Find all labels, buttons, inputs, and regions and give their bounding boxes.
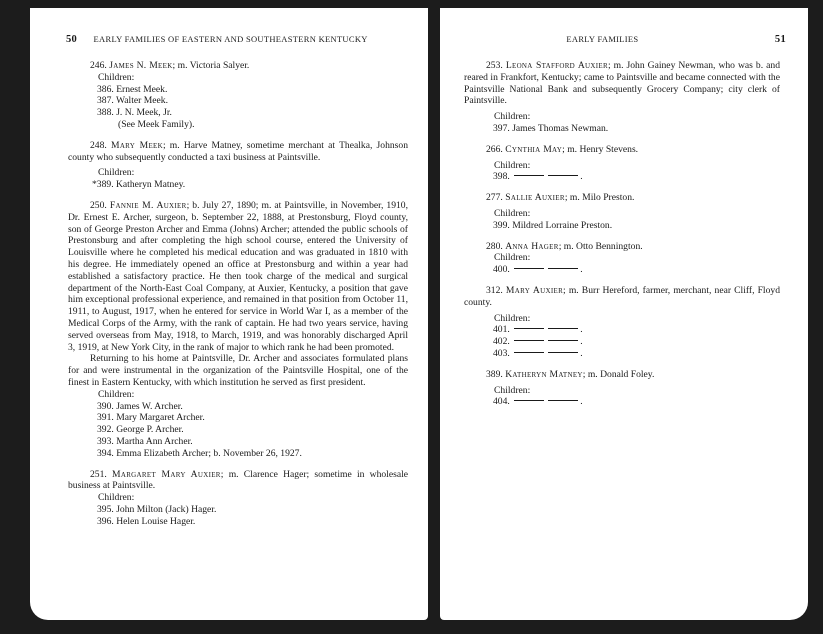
blank-name-line: [514, 175, 544, 176]
entry-name: Fannie M. Auxier: [109, 199, 187, 211]
entry-name: Mary Auxier: [505, 284, 564, 296]
blank-name-line: [514, 268, 544, 269]
child-item: 397. James Thomas Newman.: [493, 122, 609, 134]
child-item: 392. George P. Archer.: [97, 424, 184, 436]
blank-name-line: [548, 352, 578, 353]
child-item: 399. Mildred Lorraine Preston.: [493, 219, 613, 231]
children-label: Children:: [494, 312, 531, 324]
children-label: Children:: [98, 388, 135, 400]
entry-name: Sallie Auxier: [505, 192, 565, 204]
children-label: Children:: [98, 167, 135, 179]
entry-name: James N. Meek: [109, 60, 173, 71]
blank-name-line: [548, 268, 578, 269]
child-item: 388. J. N. Meek, Jr.: [97, 107, 172, 119]
child-item: 386. Ernest Meek.: [97, 83, 168, 95]
entry-name: Margaret Mary Auxier: [112, 468, 221, 480]
children-label: Children:: [494, 384, 531, 396]
blank-name-line: [548, 400, 578, 401]
entry-name: Leona Stafford Auxier: [505, 60, 608, 71]
children-label: Children:: [494, 111, 531, 123]
page-number: 50: [66, 34, 78, 45]
child-item: 404. .: [493, 396, 583, 408]
child-item: 402. .: [493, 336, 583, 348]
entry-name: Mary Meek: [111, 139, 163, 151]
blank-name-line: [548, 328, 578, 329]
blank-name-line: [514, 352, 544, 353]
children-label: Children:: [494, 159, 531, 171]
child-item: 396. Helen Louise Hager.: [97, 515, 196, 527]
entry-paragraph: 389. Katheryn Matney; m. Donald Foley.: [486, 368, 655, 380]
child-item: 400. .: [493, 264, 583, 276]
entry-paragraph: 248. Mary Meek; m. Harve Matney, sometime merchant at Thealka, Johnson county who subsequently conducted a taxi business at Paintsville.: [68, 139, 408, 163]
child-item: 398. .: [493, 171, 583, 183]
entry-name: Anna Hager: [505, 240, 559, 252]
child-item: 387. Walter Meek.: [97, 95, 168, 107]
running-head: EARLY FAMILIES: [566, 34, 639, 44]
blank-name-line: [514, 400, 544, 401]
left-page-header: [66, 34, 410, 45]
entry-paragraph: 277. Sallie Auxier; m. Milo Preston.: [486, 192, 635, 204]
left-page-body: [68, 60, 408, 527]
child-item: 401. .: [493, 324, 583, 336]
entry-paragraph: 250. Fannie M. Auxier; b. July 27, 1890; m. at Paintsville, in November, 1910, Dr. Ernest E. Archer, surgeon, b. September 22, 1888, at Prestonsburg, Floyd county, son of George Preston Archer and Emma (Johns) Archer; attended the public schools of Prestonsburg and after completing the high school course, entered the University of Louisville where he completed his medical education and was graduated in 1810 with his degree. He immediately opened an office at Prestonsburg and within a year had established a satisfactory practice. He then took charge of the medical and surgical department of the North-East Coal Company, at Auxier, Kentucky, a position that gave him exceptional professional experience, and remained in that position from October 11, 1911, to August, 1917, when he entered for service in World War I, as a member of the Medical Corps of the Army, with the rank of captain. He had two years service, having served overseas from May, 1918, to March, 1919, and was honorably discharged April 3, 1919, at New York City, in the rank of major to which rank he had been promoted.: [68, 199, 408, 353]
blank-name-line: [548, 340, 578, 341]
entry-paragraph: 280. Anna Hager; m. Otto Bennington.: [486, 240, 643, 252]
children-label: Children:: [98, 492, 135, 504]
right-page-body: [464, 60, 780, 408]
child-item: 391. Mary Margaret Archer.: [97, 412, 205, 424]
entry-paragraph-continued: Returning to his home at Paintsville, Dr. Archer and associates formulated plans for and were instrumental in the organization of the Paintsville Hospital, one of the finest in Eastern Kentucky, with which institution he served as first president.: [68, 353, 408, 388]
blank-name-line: [514, 328, 544, 329]
entry-paragraph: 253. Leona Stafford Auxier; m. John Gainey Newman, who was b. and reared in Frankfort, Kentucky; came to Paintsville and became connected with the Paintsville National Bank and subsequently Grocery Company; city clerk of Paintsville.: [464, 60, 780, 107]
child-item: 403. .: [493, 347, 583, 359]
child-item: 393. Martha Ann Archer.: [97, 435, 193, 447]
entry-name: Katheryn Matney: [505, 368, 583, 380]
entry-paragraph: 251. Margaret Mary Auxier; m. Clarence Hager; sometime in wholesale business at Paintsville.: [68, 468, 409, 492]
children-label: Children:: [98, 71, 135, 83]
child-item: 390. James W. Archer.: [97, 400, 183, 412]
blank-name-line: [514, 340, 544, 341]
running-head: EARLY FAMILIES OF EASTERN AND SOUTHEASTERN KENTUCKY: [93, 34, 368, 44]
child-item: 394. Emma Elizabeth Archer; b. November 26, 1927.: [97, 447, 302, 459]
entry-paragraph: 312. Mary Auxier; m. Burr Hereford, farmer, merchant, near Cliff, Floyd county.: [464, 284, 780, 308]
child-item: 395. John Milton (Jack) Hager.: [97, 503, 217, 515]
entry-paragraph: 246. James N. Meek; m. Victoria Salyer.: [90, 60, 250, 71]
blank-name-line: [548, 175, 578, 176]
right-page-header: [440, 34, 786, 45]
entry-name: Cynthia May: [505, 143, 563, 155]
entry-paragraph: 266. Cynthia May; m. Henry Stevens.: [486, 143, 639, 155]
cross-reference-note: (See Meek Family).: [118, 118, 195, 130]
children-label: Children:: [494, 207, 531, 219]
children-label: Children:: [494, 252, 531, 264]
child-item: *389. Katheryn Matney.: [92, 179, 186, 191]
page-number: 51: [774, 34, 786, 45]
left-page: [30, 8, 428, 620]
right-page: [440, 8, 808, 620]
